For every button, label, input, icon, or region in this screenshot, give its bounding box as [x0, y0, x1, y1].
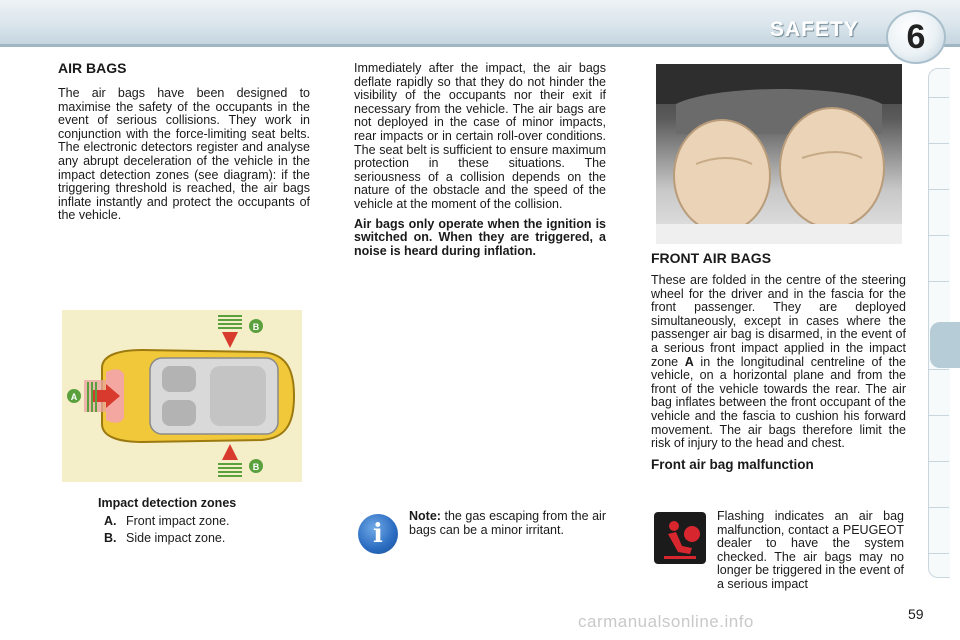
- car-top-view-illustration: [62, 310, 302, 482]
- air-bags-section: [58, 60, 310, 223]
- air-bags-intro-text: The air bags have been designed to maximise the safety of the occupants in the event of serious collisions. They work in conjunction with the force-limiting seat belts. The electronic detectors register and analyse any abrupt deceleration of the vehicle in the impact detection zones (see diagram): if the triggering threshold is reached, the air bags inflate instantly and protect the occupants of the vehicle.: [58, 86, 310, 223]
- note-text: [409, 510, 606, 537]
- malfunction-text: Flashing indicates an air bag malfunction, contact a PEUGEOT dealer to have the system checked. The air bags may no longer be triggered in the event of a serious impact: [717, 509, 904, 591]
- side-tab-divider: [929, 507, 949, 508]
- airbag-warning-light-icon: [654, 512, 706, 564]
- diagram-caption-title: Impact detection zones: [98, 496, 237, 510]
- zone-b-label-bottom: B: [252, 462, 260, 472]
- note-label: Note:: [409, 509, 441, 523]
- caption-item-label: Front impact zone.: [126, 514, 230, 528]
- after-impact-section: [354, 62, 606, 258]
- section-title: SAFETY: [770, 18, 859, 41]
- caption-item-key: B.: [104, 531, 117, 545]
- caption-item-label: Side impact zone.: [126, 531, 226, 545]
- zone-b-label-top: B: [252, 322, 260, 332]
- chapter-number-badge: 6: [886, 10, 946, 64]
- side-tab-divider: [929, 461, 949, 462]
- side-tab-divider: [929, 553, 949, 554]
- ignition-warning-text: Air bags only operate when the ignition is switched on. When they are triggered, a noise is heard during inflation.: [354, 216, 606, 258]
- airbag-warning-symbol: [654, 512, 706, 564]
- front-air-bags-text-end: in the longitudinal centreline of the vehicle, on a horizontal plane and from the front of the vehicle towards the rear. The air bag inflates between the front occupant of the vehicle and the fascia to cushion his forward movement. The air bags therefore limit the risk of injury to the head and chest.: [651, 354, 906, 451]
- after-impact-text: Immediately after the impact, the air bags deflate rapidly so that they do not hinder the visibility of the occupants nor their exit if necessary from the vehicle. The air bags are not deployed in the case of minor impacts, rear impacts or in certain roll-over conditions. The seat belt is sufficient to ensure maximum protection in these situations. The seriousness of a collision depends on the nature of the obstacle and the speed of the vehicle at the moment of the collision.: [354, 61, 606, 211]
- zone-a-label: A: [70, 392, 78, 402]
- side-tab-active[interactable]: [930, 322, 960, 368]
- side-tab-divider: [929, 143, 949, 144]
- side-tab-divider: [929, 97, 949, 98]
- header-divider: [0, 44, 960, 47]
- note-body: the gas escaping from the air bags can be a minor irritant.: [409, 509, 606, 537]
- side-tab-divider: [929, 189, 949, 190]
- airbag-illustration: [656, 64, 902, 244]
- page-number: 59: [908, 606, 924, 622]
- side-tab-divider: [929, 281, 949, 282]
- deployed-airbags-photo: [656, 64, 902, 244]
- front-air-bags-heading: FRONT AIR BAGS: [651, 250, 772, 266]
- diagram-caption: [98, 496, 298, 545]
- watermark: carmanualsonline.info: [578, 612, 754, 631]
- impact-zones-diagram: [62, 310, 302, 482]
- side-tab-divider: [929, 369, 949, 370]
- caption-item-a: [98, 514, 298, 528]
- side-tab-divider: [929, 415, 949, 416]
- air-bags-heading: AIR BAGS: [58, 60, 127, 76]
- front-air-bags-text-start: These are folded in the centre of the steering wheel for the driver and in the fascia for the front passenger. They are deployed simultaneously, except in cases where the passenger air bag is disarmed, in the event of a serious front impact applied in the impact zone: [651, 273, 906, 369]
- side-tab-divider: [929, 235, 949, 236]
- info-icon: i: [358, 514, 398, 554]
- caption-item-key: A.: [104, 514, 117, 528]
- front-air-bags-section: [651, 250, 906, 472]
- caption-item-b: [98, 531, 298, 545]
- malfunction-heading: Front air bag malfunction: [651, 456, 814, 472]
- impact-zone-letter: A: [684, 354, 694, 369]
- front-air-bags-text: [651, 274, 906, 451]
